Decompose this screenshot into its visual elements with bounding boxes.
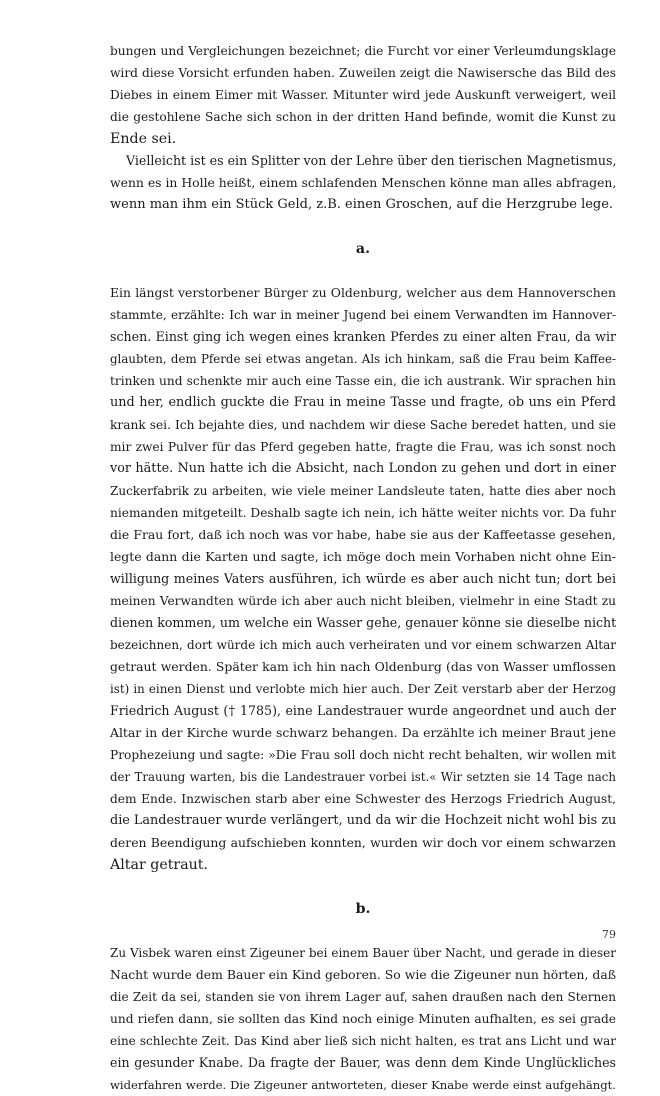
text-line: dem Ende. Inzwischen starb aber eine Schwester des Herzogs Friedrich August,: [110, 792, 616, 806]
text-line: willigung meines Vaters ausführen, ich würde es aber auch nicht tun; dort bei: [110, 571, 616, 586]
text-line: Diebes in einem Eimer mit Wasser. Mitunter wird jede Auskunft verweigert, weil: [110, 88, 616, 102]
text-line: stammte, erzählte: Ich war in meiner Jugend bei einem Verwandten im Hannover-: [110, 308, 616, 322]
text-line: Altar getraut.: [110, 857, 209, 873]
text-line: Vielleicht ist es ein Splitter von der Lehre über den tierischen Magnetismus,: [126, 153, 616, 168]
text-line: widerfahren werde. Die Zigeuner antworteten, dieser Knabe werde einst aufgehängt.: [110, 1078, 616, 1092]
text-line: schen. Einst ging ich wegen eines kranken Pferdes zu einer alten Frau, da wir: [110, 329, 616, 344]
text-line: wenn es in Holle heißt, einem schlafenden Menschen könne man alles abfragen,: [110, 175, 616, 190]
text-line: eine schlechte Zeit. Das Kind aber ließ sich nicht halten, es trat ans Licht und war: [110, 1034, 616, 1048]
text-line: mir zwei Pulver für das Pferd gegeben hatte, fragte die Frau, was ich sonst noch: [110, 440, 616, 454]
text-line: die Zeit da sei, standen sie von ihrem Lager auf, sahen draußen nach den Sternen: [110, 990, 616, 1004]
text-line: Zuckerfabrik zu arbeiten, wie viele meiner Landsleute taten, hatte dies aber noch: [110, 484, 616, 498]
text-line: deren Beendigung aufschieben konnten, wurden wir doch vor einem schwarzen: [110, 835, 616, 850]
text-line: die Landestrauer wurde verlängert, und da wir die Hochzeit nicht wohl bis zu: [110, 813, 616, 828]
text-line: meinen Verwandten würde ich aber auch nicht bleiben, vielmehr in eine Stadt zu: [110, 594, 616, 608]
page-number: 79: [602, 928, 616, 941]
text-line: wird diese Vorsicht erfunden haben. Zuweilen zeigt die Nawisersche das Bild des: [110, 66, 616, 80]
text-line: bungen und Vergleichungen bezeichnet; die Furcht vor einer Verleumdungsklage: [110, 44, 616, 58]
text-line: Altar in der Kirche wurde schwarz behangen. Da erzählte ich meiner Braut jene: [110, 725, 616, 740]
text-line: trinken und schenkte mir auch eine Tasse ein, die ich austrank. Wir sprachen hin: [110, 374, 616, 388]
text-line: und her, endlich guckte die Frau in meine Tasse und fragte, ob uns ein Pferd: [110, 395, 616, 410]
text-line: bezeichnen, dort würde ich mich auch verheiraten und vor einem schwarzen Altar: [110, 638, 616, 652]
text-line: niemanden mitgeteilt. Deshalb sagte ich nein, ich hätte weiter nichts vor. Da fuhr: [110, 506, 616, 520]
text-line: Prophezeiung und sagte: »Die Frau soll doch nicht recht behalten, wir wollen mit: [110, 748, 616, 762]
text-line: ist) in einen Dienst und verlobte mich hier auch. Der Zeit verstarb aber der Herzog: [110, 682, 616, 696]
section-heading-a: a.: [355, 241, 371, 257]
text-line: und riefen dann, sie sollten das Kind noch einige Minuten aufhalten, es sei grade: [110, 1012, 616, 1026]
text-line: krank sei. Ich bejahte dies, und nachdem wir diese Sache beredet hatten, und sie: [110, 418, 616, 432]
text-line: getraut werden. Später kam ich hin nach Oldenburg (das von Wasser umflossen: [110, 659, 616, 674]
text-line: vor hätte. Nun hatte ich die Absicht, nach London zu gehen und dort in einer: [110, 461, 616, 476]
section-a-paragraph: [110, 282, 616, 876]
text-line: die Frau fort, daß ich noch was vor habe, habe sie aus der Kaffeetasse gesehen,: [110, 527, 616, 542]
text-line: Zu Visbek waren einst Zigeuner bei einem Bauer über Nacht, und gerade in dieser: [110, 946, 616, 960]
text-line: die gestohlene Sache sich schon in der dritten Hand befinde, womit die Kunst zu: [110, 110, 616, 124]
text-line: der Trauung warten, bis die Landestrauer vorbei ist.« Wir setzten sie 14 Tage nach: [110, 770, 616, 784]
text-line: Ein längst verstorbener Bürger zu Oldenburg, welcher aus dem Hannoverschen: [110, 285, 616, 300]
text-line: wenn man ihm ein Stück Geld, z.B. einen Groschen, auf die Herzgrube lege.: [110, 197, 614, 212]
text-line: Nacht wurde dem Bauer ein Kind geboren. So wie die Zigeuner nun hörten, daß: [110, 967, 616, 982]
text-line: ein gesunder Knabe. Da fragte der Bauer, was denn dem Kinde Unglückliches: [110, 1055, 616, 1070]
text-line: Ende sei.: [110, 131, 177, 147]
section-b-paragraph: [110, 942, 616, 1096]
text-line: dienen kommen, um welche ein Wasser gehe, genauer könne sie dieselbe nicht: [110, 615, 616, 630]
text-line: legte dann die Karten und sagte, ich möge doch mein Vorhaben nicht ohne Ein-: [110, 549, 616, 564]
section-heading-b: b.: [355, 901, 371, 917]
intro-paragraphs: [110, 40, 616, 216]
text-line: glaubten, dem Pferde sei etwas angetan. Als ich hinkam, saß die Frau beim Kaffee-: [110, 352, 616, 366]
text-line: Friedrich August († 1785), eine Landestrauer wurde angeordnet und auch der: [110, 703, 616, 718]
